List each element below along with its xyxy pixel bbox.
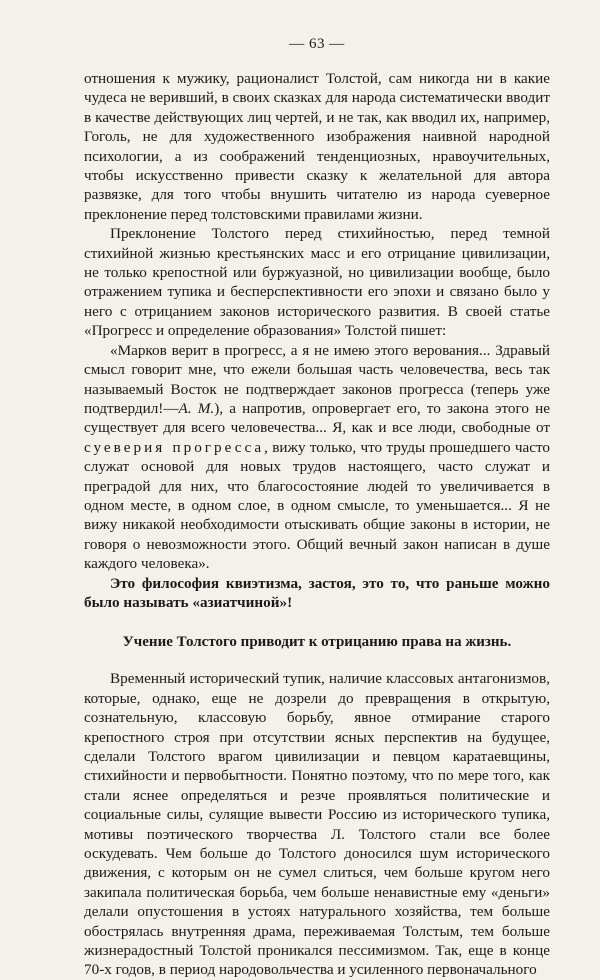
paragraph-historical-deadlock: Временный исторический тупик, наличие классовых антагонизмов, которые, однако, еще не дозрели до превращения в открытую, сознательную, классовую борьбу, явное отмирание старого крепостного строя при отсутствии ясных перспектив на будущее, сделали Толстого врагом цивилизации и певцом каратаевщины, стихийности и первобытности. Понятно поэтому, что по мере того, как стали яснее определяться и резче проявляться политические и социальные силы, сулящие вывести Россию из исторического тупика, мотивы поэтического творчества Л. Толстого стали все более оскудевать. Чем больше до Толстого доносился шум исторического движения, с которым он не сумел слиться, чем больше кругом него закипала политическая борьба, чем больше ненавистные ему «деньги» делали опустошения в устоях натурального хозяйства, тем больше обострялась внутренняя драма, переживаемая Толстым, тем больше жизнерадостный Толстой проникался пессимизмом. Так, еще в конце 70-х годов, в период народовольчества и усиленного первоначального xyxy=(84,670,550,979)
quote-part-2: ), а напротив, опровергает его, то закона этого не существует для всего человечества... Я, как и все люди, свободные от xyxy=(84,399,550,437)
page-number: — 63 — xyxy=(289,36,345,52)
tolstoy-quote xyxy=(84,341,550,574)
bold-conclusion: Это философия квиэтизма, застоя, это то, что раньше можно было называть «азиатчиной»! xyxy=(84,574,550,611)
section-heading: Учение Толстого приводит к отрицанию права на жизнь. xyxy=(122,634,512,651)
quote-spaced-emphasis: суеверия прогресса xyxy=(84,438,265,456)
quote-part-1: «Марков верит в прогресс, а я не имею этого верования... Здравый смысл говорит мне, что ежели большая часть человечества, весь так называемый Восток не подтверждает законов прогресса (теперь уже подтвердил!— xyxy=(84,341,550,417)
quote-part-3: , вижу только, что труды прошедшего часто служат основой для новых трудов настоящего, часто служат и преградой для них, что благосостояние людей то увеличивается в одном месте, в одном слое, в одном смысле, то уменьшается... Я не вижу никакой необходимости отыскивать общие законы в истории, не говоря о невозможности этого. Общий вечный закон написан в душе каждого человека». xyxy=(84,438,550,573)
quote-author-initials: А. М. xyxy=(178,399,215,417)
paragraph-preklonenie: Преклонение Толстого перед стихийностью, перед темной стихийной жизнью крестьянских масс и его отрицание цивилизации, не только крепостной или буржуазной, но цивилизации вообще, было отражением тупика и бесперспективности его эпохи и связано было у него с отрицанием законов исторического развития. В своей статье «Прогресс и определение образования» Толстой пишет: xyxy=(84,225,550,340)
paragraph-continuation: отношения к мужику, рационалист Толстой, сам никогда ни в какие чудеса не веривший, в своих сказках для народа систематически вводит в качестве действующих лиц чертей, и не так, как вводил их, например, Гоголь, не для художественного изображения наивной народной психологии, а из соображений тенденциозных, нравоучительных, чтобы искусственно привести сказку к желательной для автора развязке, для того чтобы внушить читателю из народа суеверное преклонение перед толстовскими правилами жизни. xyxy=(84,70,550,223)
